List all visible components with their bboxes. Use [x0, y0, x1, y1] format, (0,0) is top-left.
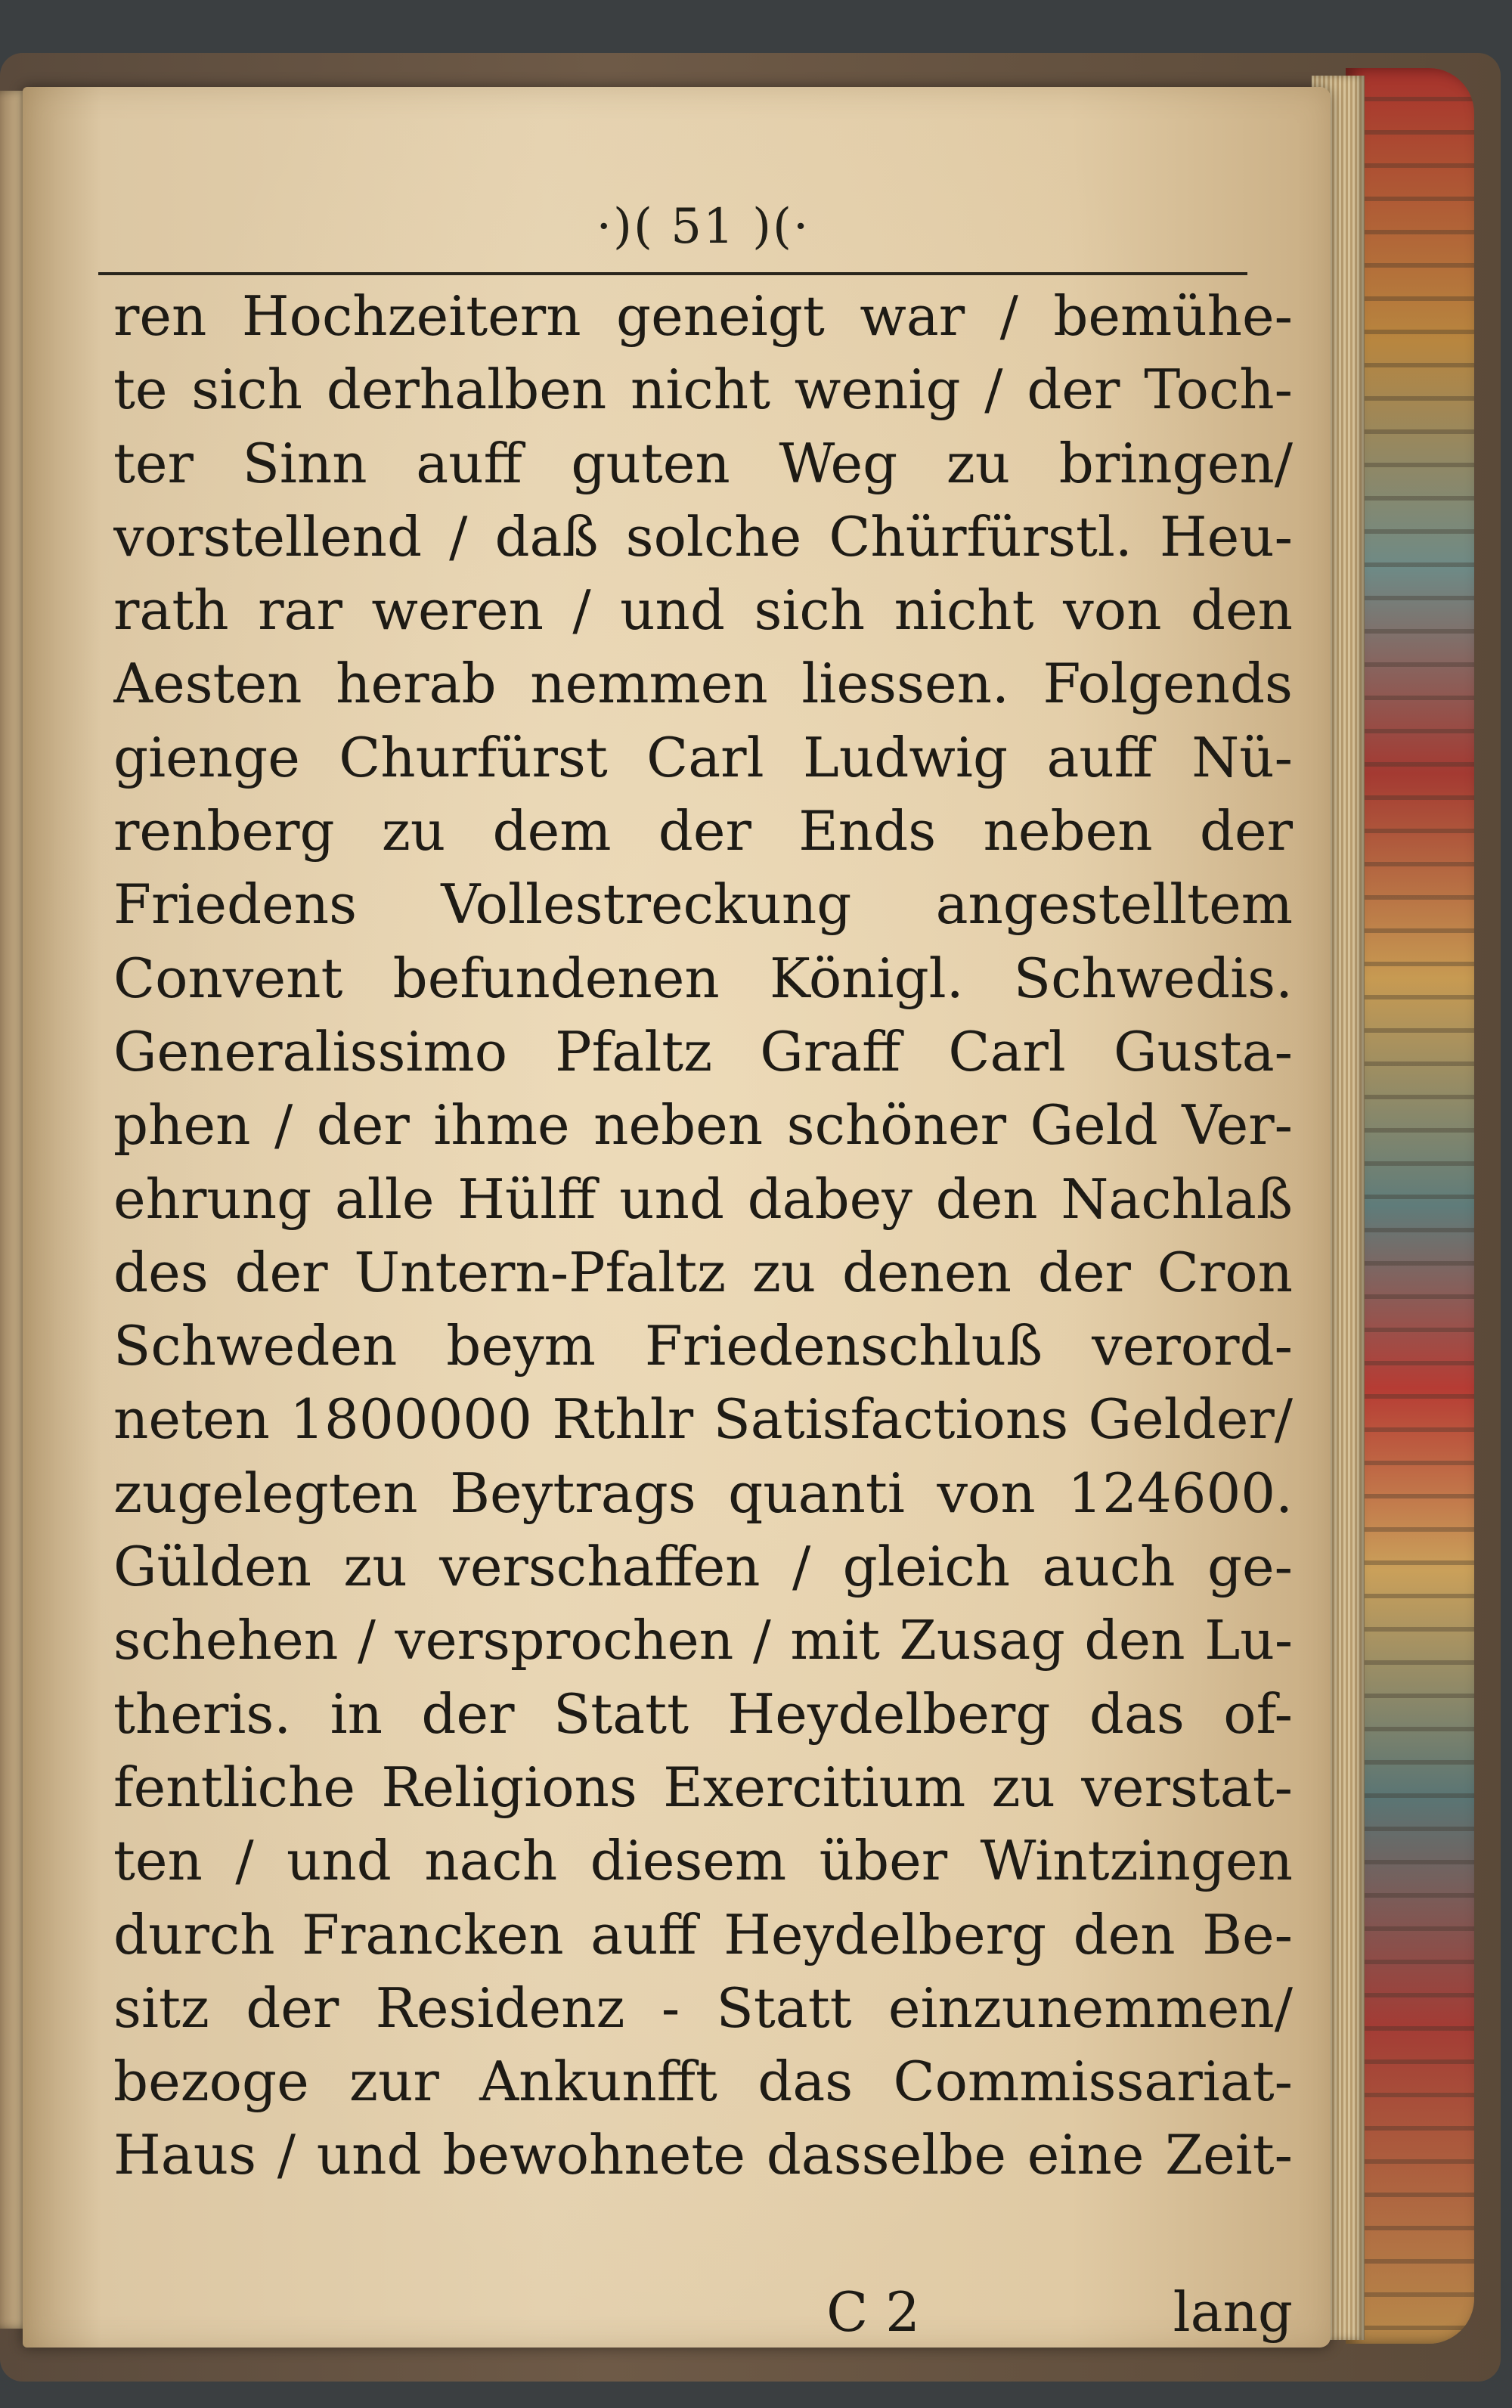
- text-line: vorstellend / daß solche Chürfürstl. Heu-: [113, 504, 1293, 569]
- page-number-header: ·)( 51 )(·: [596, 199, 810, 255]
- text-line: ehrung alle Hülff und dabey den Nachlaß: [113, 1167, 1293, 1231]
- text-line: Generalissimo Pfaltz Graff Carl Gusta-: [113, 1019, 1293, 1083]
- text-line: zugelegten Beytrags quanti von 124600.: [113, 1461, 1293, 1525]
- catchword: lang: [1173, 2280, 1293, 2344]
- book-page: [23, 87, 1331, 2348]
- text-line: des der Untern-Pfaltz zu denen der Cron: [113, 1240, 1293, 1304]
- text-line: Schweden beym Friedenschluß verord-: [113, 1314, 1293, 1378]
- text-line: sitz der Residenz - Statt einzunemmen/: [113, 1976, 1293, 2040]
- text-line: Gülden zu verschaffen / gleich auch ge-: [113, 1535, 1293, 1599]
- text-line: ren Hochzeitern geneigt war / bemühe-: [113, 284, 1293, 348]
- text-line: renberg zu dem der Ends neben der: [113, 799, 1293, 863]
- text-line: phen / der ihme neben schöner Geld Ver-: [113, 1093, 1293, 1158]
- marbled-fore-edge: [1346, 68, 1474, 2344]
- text-line: theris. in der Statt Heydelberg das of-: [113, 1681, 1293, 1746]
- text-line: gienge Churfürst Carl Ludwig auff Nü-: [113, 725, 1293, 789]
- text-line: Convent befundenen Königl. Schwedis.: [113, 946, 1293, 1010]
- text-line: schehen / versprochen / mit Zusag den Lu-: [113, 1609, 1293, 1672]
- text-line: Friedens Vollestreckung angestelltem: [113, 872, 1293, 937]
- page-footer: [113, 2270, 1293, 2354]
- text-line: durch Francken auff Heydelberg den Be-: [113, 1902, 1293, 1966]
- page-body-text: [113, 280, 1293, 2193]
- header-rule: [98, 272, 1247, 275]
- text-line: bezoge zur Ankunfft das Commissariat-: [113, 2050, 1293, 2114]
- text-line: ter Sinn auff guten Weg zu bringen/: [113, 431, 1293, 495]
- signature-mark: C 2: [826, 2280, 920, 2344]
- text-line: Haus / und bewohnete dasselbe eine Zeit-: [113, 2123, 1293, 2187]
- text-line: fentliche Religions Exercitium zu verstat-: [113, 1755, 1293, 1819]
- text-line: Aesten herab nemmen liessen. Folgends: [113, 652, 1293, 716]
- text-line: rath rar weren / und sich nicht von den: [113, 578, 1293, 643]
- text-line: neten 1800000 Rthlr Satisfactions Gelder/: [113, 1387, 1293, 1452]
- text-line: te sich derhalben nicht wenig / der Toch-: [113, 358, 1293, 422]
- text-line: ten / und nach diesem über Wintzingen: [113, 1829, 1293, 1893]
